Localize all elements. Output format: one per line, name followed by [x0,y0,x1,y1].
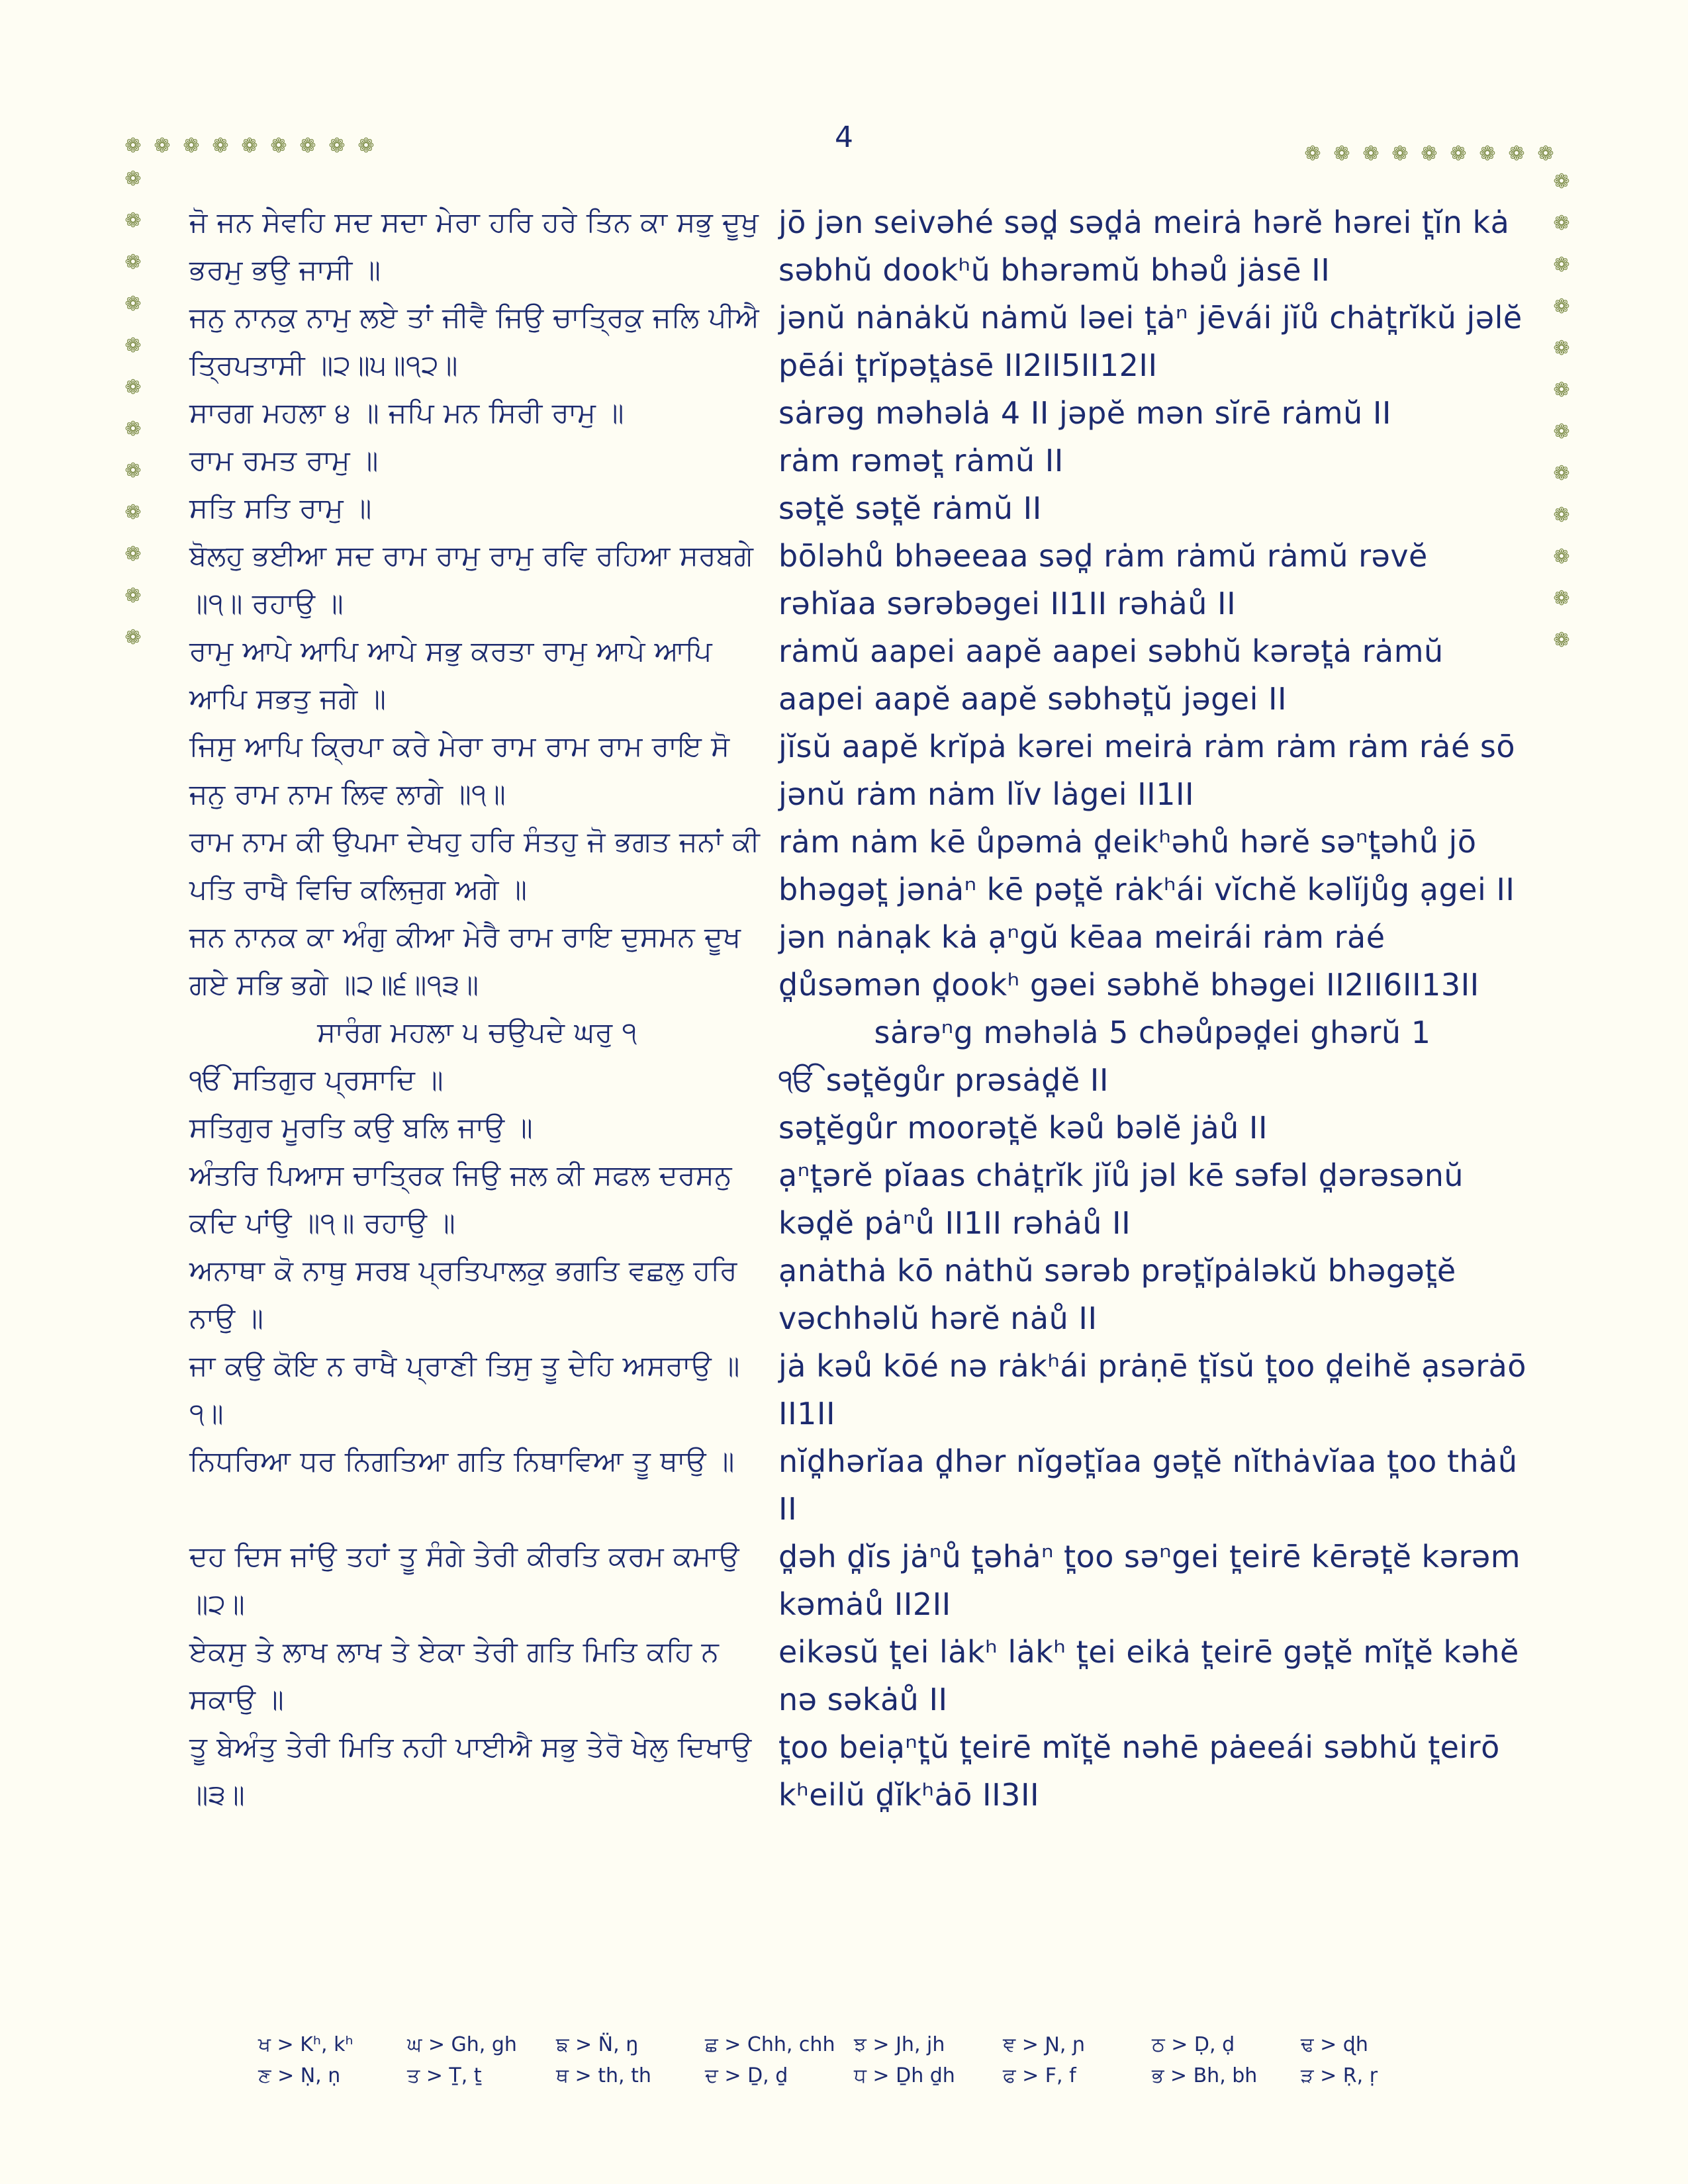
transliteration-text: jĭsŭ aapĕ krĭpȧ kərei meirȧ rȧm rȧm rȧm rȧé sō jənŭ rȧm nȧm lĭv lȧgei II1II [778,729,1516,812]
gurmukhi-text: ਸਤਿ ਸਤਿ ਰਾਮੁ ॥ [189,492,372,524]
transliteration-key [258,2033,1450,2087]
key-entry: ਭ > Bh, bh [1152,2064,1258,2087]
section-heading [189,1009,1526,1056]
gurmukhi-text: ਦਹ ਦਿਸ ਜਾਂਉ ਤਹਾਂ ਤੂ ਸੰਗੇ ਤੇਰੀ ਕੀਰਤਿ ਕਰਮ ਕਮਾਉ ॥੨॥ [189,1540,740,1620]
verse-line [189,1056,1526,1104]
key-entry: ਘ > Gh, gh [407,2033,517,2056]
key-entry: ਞ > Ɲ, ɲ [1003,2033,1086,2056]
gurmukhi-text: ਜਿਸੁ ਆਪਿ ਕ੍ਰਿਪਾ ਕਰੇ ਮੇਰਾ ਰਾਮ ਰਾਮ ਰਾਮ ਰਾਇ ਸੋ ਜਨੁ ਰਾਮ ਨਾਮ ਲਿਵ ਲਾਗੇ ॥੧॥ [189,730,730,810]
flower-ornament-icon: ❁ [1333,142,1350,165]
transliteration-text: jənŭ nȧnȧkŭ nȧmŭ ləei t̪ȧⁿ jēvái jĭů chȧt̪rĭkŭ jəlĕ pēái t̪rĭpət̪ȧsē II2II5II12II [778,300,1523,383]
flower-ornament-icon: ❁ [1553,379,1570,402]
key-entry: ਥ > th, th [556,2064,651,2087]
flower-ornament-icon: ❁ [124,459,142,482]
key-entry: ਖ > Kʰ, kʰ [258,2033,353,2056]
flower-ornament-icon: ❁ [124,543,142,566]
gurmukhi-text: ਅੰਤਰਿ ਪਿਆਸ ਚਾਤ੍ਰਿਕ ਜਿਉ ਜਲ ਕੀ ਸਫਲ ਦਰਸਨੁ ਕਦਿ ਪਾਂਉ ॥੧॥ ਰਹਾਉ ॥ [189,1159,732,1239]
page-number: 4 [835,120,853,154]
verse-line [189,1628,1526,1723]
gurmukhi-text: ਜੋ ਜਨ ਸੇਵਹਿ ਸਦ ਸਦਾ ਮੇਰਾ ਹਰਿ ਹਰੇ ਤਿਨ ਕਾ ਸਭੁ ਦੂਖੁ ਭਰਮੁ ਭਉ ਜਾਸੀ ॥ [189,206,759,286]
flower-ornament-icon: ❁ [1553,337,1570,360]
flower-ornament-icon: ❁ [1304,142,1321,165]
gurmukhi-text: ਏਕਸੁ ਤੇ ਲਾਖ ਲਾਖ ਤੇ ਏਕਾ ਤੇਰੀ ਗਤਿ ਮਿਤਿ ਕਹਿ ਨ ਸਕਾਉ ॥ [189,1635,720,1715]
key-entry: ਛ > Chh, chh [705,2033,835,2056]
verse-line [189,1247,1526,1342]
verse-list [189,199,1526,1819]
flower-ornament-icon: ❁ [124,167,142,191]
verse-line [189,818,1526,913]
flower-ornament-icon: ❁ [124,626,142,649]
flower-ornament-icon: ❁ [299,134,316,158]
flower-ornament-icon: ❁ [124,334,142,357]
flower-ornament-icon: ❁ [1508,142,1525,165]
verse-line [189,913,1526,1009]
flower-ornament-icon: ❁ [1391,142,1409,165]
key-entry: ਧ > Ḏh ḏh [854,2064,955,2087]
gurmukhi-text: ਸਾਰੰਗ ਮਹਲਾ ੫ ਚਉਪਦੇ ਘਰੁ ੧ [317,1016,637,1048]
gurmukhi-text: ਰਾਮ ਰਮਤ ਰਾਮੁ ॥ [189,444,379,477]
verse-line [189,389,1526,437]
flower-ornament-icon: ❁ [154,134,171,158]
flower-ornament-icon: ❁ [124,293,142,316]
gurmukhi-text: ਰਾਮੁ ਆਪੇ ਆਪਿ ਆਪੇ ਸਭੁ ਕਰਤਾ ਰਾਮੁ ਆਪੇ ਆਪਿ ਆਪਿ ਸਭਤੁ ਜਗੇ ॥ [189,635,712,715]
flower-ornament-icon: ❁ [124,209,142,232]
key-entry: ਣ > Ṇ, ṇ [258,2064,341,2087]
flower-ornament-icon: ❁ [124,584,142,608]
transliteration-text: t̪oo beiạⁿt̪ŭ t̪eirē mĭt̪ĕ nəhē pȧeeái səbhŭ t̪eirō kʰeilŭ d̪ĭkʰȧō II3II [778,1729,1500,1813]
key-entry: ਝ > Jh, jh [854,2033,945,2056]
gurmukhi-text: ਜਨ ਨਾਨਕ ਕਾ ਅੰਗੁ ਕੀਆ ਮੇਰੈ ਰਾਮ ਰਾਇ ਦੁਸਮਨ ਦੂਖ ਗਏ ਸਭਿ ਭਗੇ ॥੨॥੬॥੧੩॥ [189,921,741,1001]
key-entry: ਠ > Ḍ, ḍ [1152,2033,1235,2056]
flower-ornament-icon: ❁ [124,376,142,399]
transliteration-text: sət̪ĕ sət̪ĕ rȧmŭ II [778,490,1042,526]
flower-ornament-icon: ❁ [124,134,142,158]
gurmukhi-text: ਸਤਿਗੁਰ ਮੂਰਤਿ ਕਉ ਬਲਿ ਜਾਉ ॥ [189,1111,534,1144]
transliteration-text: bōləhů bhəeeaa səd̪ rȧm rȧmŭ rȧmŭ rəvĕ rəhĭaa sərəbəgei II1II rəhȧů II [778,538,1428,621]
flower-ornament-icon: ❁ [1553,295,1570,318]
transliteration-text: eikəsŭ t̪ei lȧkʰ lȧkʰ t̪ei eikȧ t̪eirē gət̪ĕ mĭt̪ĕ kəhĕ nə səkȧů II [778,1634,1519,1717]
gurmukhi-text: ਜਾ ਕਉ ਕੋਇ ਨ ਰਾਖੈ ਪ੍ਰਾਣੀ ਤਿਸੁ ਤੂ ਦੇਹਿ ਅਸਰਾਉ ॥੧॥ [189,1349,740,1430]
gurmukhi-text: ਬੋਲਹੁ ਭਈਆ ਸਦ ਰਾਮ ਰਾਮੁ ਰਾਮੁ ਰਵਿ ਰਹਿਆ ਸਰਬਗੇ ॥੧॥ ਰਹਾਉ ॥ [189,539,754,619]
verse-line [189,1152,1526,1247]
flower-ornament-icon: ❁ [1553,462,1570,485]
flower-ornament-icon: ❁ [1537,142,1554,165]
key-entry: ਤ > Ṯ, ṯ [407,2064,482,2087]
transliteration-text: ạⁿt̪ərĕ pĭaas chȧt̪rĭk jĭů jəl kē səfəl d̪ərəsənŭ kəd̪ĕ pȧⁿů II1II rəhȧů II [778,1158,1464,1241]
flower-ornament-icon: ❁ [1553,170,1570,193]
flower-ornament-icon: ❁ [1553,545,1570,569]
key-entry: ੜ > Ṛ, ṛ [1301,2064,1378,2087]
transliteration-text: rȧm nȧm kē ůpəmȧ d̪eikʰəhů hərĕ səⁿt̪əhů jō bhəgət̪ jənȧⁿ kē pət̪ĕ rȧkʰái vĭchĕ kəlĭjůg ạgei II [778,824,1515,907]
flower-ornament-icon: ❁ [241,134,258,158]
flower-ornament-icon: ❁ [1553,212,1570,235]
flower-ornament-icon: ❁ [1553,420,1570,443]
verse-line [189,627,1526,723]
verse-line [189,437,1526,484]
flower-ornament-icon: ❁ [328,134,346,158]
transliteration-text: sət̪ĕgůr moorət̪ĕ kəů bəlĕ jȧů II [778,1110,1268,1146]
flower-ornament-icon: ❁ [183,134,200,158]
transliteration-text: ੴ sət̪ĕgůr prəsȧd̪ĕ II [778,1062,1109,1098]
gurmukhi-text: ਨਿਧਰਿਆ ਧਰ ਨਿਗਤਿਆ ਗਤਿ ਨਿਥਾਵਿਆ ਤੂ ਥਾਉ ॥ [189,1445,735,1477]
flower-ornament-icon: ❁ [357,134,375,158]
gurmukhi-text: ਸਾਰਗ ਮਹਲਾ ੪ ॥ ਜਪਿ ਮਨ ਸਿਰੀ ਰਾਮੁ ॥ [189,396,624,429]
flower-ornament-icon: ❁ [270,134,287,158]
verse-line [189,1104,1526,1152]
verse-line [189,723,1526,818]
transliteration-text: sȧrəⁿg məhəlȧ 5 chəůpəd̪ei ghərŭ 1 [874,1015,1431,1050]
verse-line [189,1533,1526,1628]
flower-ornament-icon: ❁ [1553,253,1570,277]
verse-line [189,532,1526,627]
flower-ornament-icon: ❁ [1362,142,1380,165]
verse-line [189,1342,1526,1437]
transliteration-text: sȧrəg məhəlȧ 4 II jəpĕ mən sĭrē rȧmŭ II [778,395,1391,431]
transliteration-text: d̪əh d̪ĭs jȧⁿů t̪əhȧⁿ t̪oo səⁿgei t̪eirē kērət̪ĕ kərəm kəmȧů II2II [778,1539,1521,1622]
flower-ornament-icon: ❁ [1421,142,1438,165]
flower-ornament-icon: ❁ [124,418,142,441]
transliteration-text: jō jən seivəhé səd̪ səd̪ȧ meirȧ hərĕ hərei t̪ĭn kȧ səbhŭ dookʰŭ bhərəmŭ bhəů jȧsē II [778,205,1510,288]
gurmukhi-text: ਰਾਮ ਨਾਮ ਕੀ ਉਪਮਾ ਦੇਖਹੁ ਹਰਿ ਸੰਤਹੁ ਜੋ ਭਗਤ ਜਨਾਂ ਕੀ ਪਤਿ ਰਾਖੈ ਵਿਚਿ ਕਲਿਜੁਗ ਅਗੇ ॥ [189,825,761,905]
flower-ornament-icon: ❁ [124,501,142,524]
gurmukhi-text: ੴ ਸਤਿਗੁਰ ਪ੍ਰਸਾਦਿ ॥ [189,1064,444,1096]
transliteration-text: jȧ kəů kōé nə rȧkʰái prȧṇē t̪ĭsŭ t̪oo d̪eihĕ ạsərȧō II1II [778,1348,1526,1432]
verse-line [189,1723,1526,1819]
verse-line [189,484,1526,532]
verse-line [189,199,1526,294]
gurmukhi-text: ਜਨੁ ਨਾਨਕੁ ਨਾਮੁ ਲਏ ਤਾਂ ਜੀਵੈ ਜਿਉ ਚਾਤ੍ਰਿਕੁ ਜਲਿ ਪੀਐ ਤ੍ਰਿਪਤਾਸੀ ॥੨॥੫॥੧੨॥ [189,301,760,381]
flower-ornament-icon: ❁ [1553,629,1570,652]
transliteration-text: ạnȧthȧ kō nȧthŭ sərəb prət̪ĭpȧləkŭ bhəgət̪ĕ vəchhəlŭ hərĕ nȧů II [778,1253,1456,1336]
key-entry: ਦ > Ḏ, ḏ [705,2064,788,2087]
flower-ornament-icon: ❁ [1479,142,1496,165]
flower-ornament-icon: ❁ [124,251,142,274]
key-entry: ਙ > N̈, ŋ [556,2033,639,2056]
transliteration-text: rȧmŭ aapei aapĕ aapei səbhŭ kərət̪ȧ rȧmŭ aapei aapĕ aapĕ səbhət̪ŭ jəgei II [778,633,1444,717]
gurmukhi-text: ਤੂ ਬੇਅੰਤੁ ਤੇਰੀ ਮਿਤਿ ਨਹੀ ਪਾਈਐ ਸਭੁ ਤੇਰੋ ਖੇਲੁ ਦਿਖਾਉ ॥੩॥ [189,1731,752,1811]
transliteration-text: rȧm rəmət̪ rȧmŭ II [778,443,1064,478]
flower-ornament-icon: ❁ [1553,504,1570,527]
verse-line [189,294,1526,389]
key-entry: ਫ > F, f [1003,2064,1076,2087]
flower-ornament-icon: ❁ [1553,587,1570,610]
flower-ornament-icon: ❁ [1450,142,1467,165]
key-entry: ਢ > ɖh [1301,2033,1368,2056]
verse-line [189,1437,1526,1533]
transliteration-text: nĭd̪hərĭaa d̪hər nĭgət̪ĭaa gət̪ĕ nĭthȧvĭaa t̪oo thȧů II [778,1443,1518,1527]
gurmukhi-text: ਅਨਾਥਾ ਕੋ ਨਾਥੁ ਸਰਬ ਪ੍ਰਤਿਪਾਲਕੁ ਭਗਤਿ ਵਛਲੁ ਹਰਿ ਨਾਉ ॥ [189,1254,737,1334]
transliteration-text: jən nȧnạk kȧ ạⁿgŭ kēaa meirái rȧm rȧé d̪ůsəmən d̪ookʰ gəei səbhĕ bhəgei II2II6II13II [778,919,1479,1003]
flower-ornament-icon: ❁ [212,134,229,158]
